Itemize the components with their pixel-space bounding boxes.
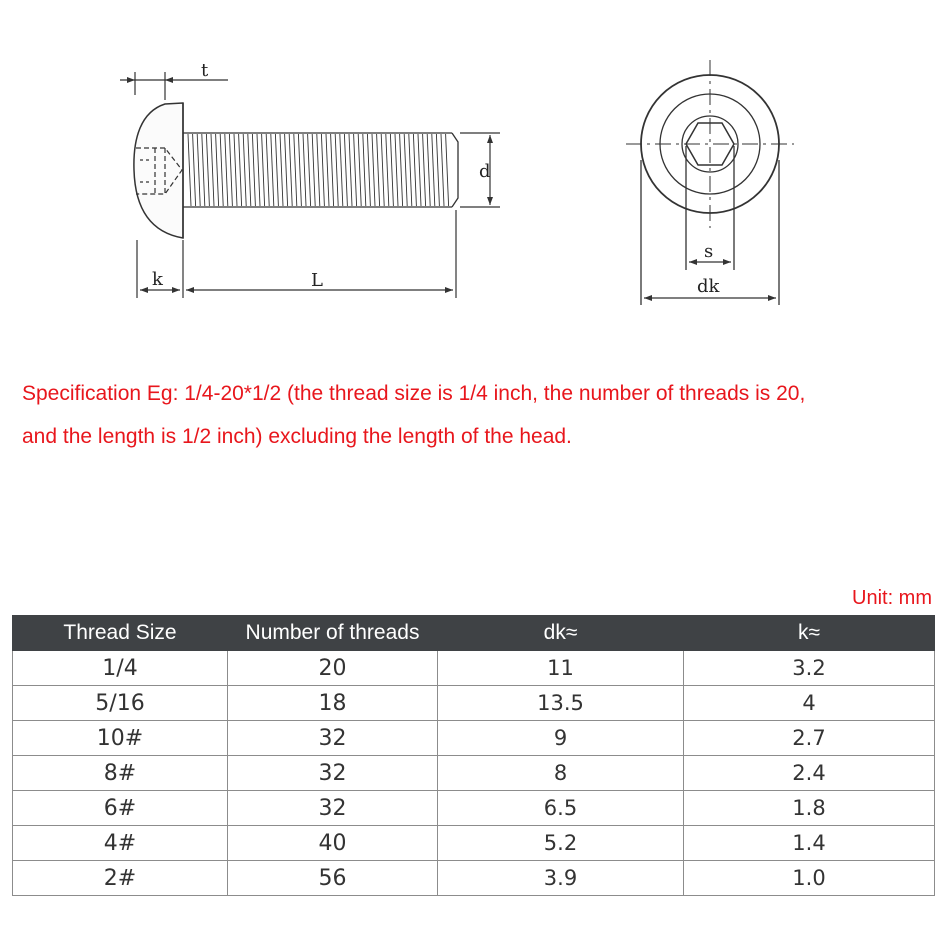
dimension-label-dk: dk: [697, 276, 720, 297]
thread-line: [446, 134, 449, 206]
thread-line: [372, 134, 375, 206]
dimension-label-s: s: [704, 241, 714, 262]
dimension-label-k: k: [152, 269, 163, 290]
thread-line: [358, 134, 361, 206]
dimension-label-t: t: [201, 60, 209, 81]
thread-line: [308, 134, 311, 206]
table-header-row: [13, 616, 935, 651]
cell-thread-size: 6#: [13, 791, 228, 826]
thread-line: [331, 134, 334, 206]
header-k: k≈: [684, 616, 935, 651]
thread-line: [409, 134, 412, 206]
thread-line: [262, 134, 265, 206]
thread-line: [340, 134, 343, 206]
table-row: [13, 651, 935, 686]
cell-k: 4: [684, 686, 935, 721]
dimension-label-d: d: [479, 161, 491, 182]
screw-dimension-drawings: [0, 0, 945, 340]
cell-thread-size: 4#: [13, 826, 228, 861]
specification-line-1: Specification Eg: 1/4-20*1/2 (the thread size is 1/4 inch, the number of threads is 20,: [22, 382, 806, 405]
thread-line: [285, 134, 288, 206]
screw-front-view: [626, 60, 794, 305]
thread-line: [432, 134, 435, 206]
thread-line: [344, 134, 347, 206]
cell-dk: 11: [438, 651, 684, 686]
thread-line: [436, 134, 439, 206]
thread-line: [298, 134, 301, 206]
cell-dk: 13.5: [438, 686, 684, 721]
thread-line: [326, 134, 329, 206]
thread-line: [404, 134, 407, 206]
thread-line: [243, 134, 246, 206]
thread-line: [418, 134, 421, 206]
cell-thread-size: 2#: [13, 861, 228, 896]
thread-line: [386, 134, 389, 206]
cell-threads: 32: [228, 756, 438, 791]
cell-threads: 32: [228, 791, 438, 826]
thread-line: [220, 134, 223, 206]
thread-line: [413, 134, 416, 206]
cell-threads: 56: [228, 861, 438, 896]
cell-threads: 32: [228, 721, 438, 756]
screw-side-view: [120, 72, 500, 298]
thread-line: [216, 134, 219, 206]
thread-line: [390, 134, 393, 206]
cell-k: 1.4: [684, 826, 935, 861]
thread-line: [349, 134, 352, 206]
cell-dk: 9: [438, 721, 684, 756]
thread-line: [266, 134, 269, 206]
thread-line: [363, 134, 366, 206]
specification-text: [22, 372, 932, 458]
cell-dk: 8: [438, 756, 684, 791]
header-dk: dk≈: [438, 616, 684, 651]
cell-thread-size: 8#: [13, 756, 228, 791]
thread-line: [317, 134, 320, 206]
thread-line: [275, 134, 278, 206]
specification-table: [12, 615, 935, 896]
table-row: [13, 721, 935, 756]
thread-line: [211, 134, 214, 206]
thread-line: [427, 134, 430, 206]
thread-line: [303, 134, 306, 206]
thread-line: [294, 134, 297, 206]
table-row: [13, 791, 935, 826]
thread-line: [381, 134, 384, 206]
thread-line: [271, 134, 274, 206]
cell-threads: 20: [228, 651, 438, 686]
thread-line: [395, 134, 398, 206]
specification-line-2: and the length is 1/2 inch) excluding the length of the head.: [22, 425, 572, 448]
thread-line: [335, 134, 338, 206]
cell-threads: 18: [228, 686, 438, 721]
thread-line: [239, 134, 242, 206]
thread-line: [225, 134, 228, 206]
cell-k: 3.2: [684, 651, 935, 686]
cell-thread-size: 10#: [13, 721, 228, 756]
header-thread-size: Thread Size: [13, 616, 228, 651]
cell-k: 1.0: [684, 861, 935, 896]
thread-line: [289, 134, 292, 206]
thread-line: [229, 134, 232, 206]
cell-threads: 40: [228, 826, 438, 861]
thread-line: [400, 134, 403, 206]
thread-line: [377, 134, 380, 206]
dimension-label-L: L: [311, 270, 323, 291]
thread-line: [248, 134, 251, 206]
thread-line: [197, 134, 200, 206]
table-row: [13, 756, 935, 791]
table-row: [13, 861, 935, 896]
cell-k: 2.4: [684, 756, 935, 791]
cell-k: 2.7: [684, 721, 935, 756]
table-row: [13, 826, 935, 861]
thread-line: [312, 134, 315, 206]
cell-dk: 6.5: [438, 791, 684, 826]
thread-line: [252, 134, 255, 206]
cell-dk: 3.9: [438, 861, 684, 896]
thread-line: [206, 134, 209, 206]
cell-thread-size: 5/16: [13, 686, 228, 721]
table-row: [13, 686, 935, 721]
thread-line: [234, 134, 237, 206]
thread-line: [423, 134, 426, 206]
thread-line: [354, 134, 357, 206]
thread-line: [257, 134, 260, 206]
cell-thread-size: 1/4: [13, 651, 228, 686]
cell-k: 1.8: [684, 791, 935, 826]
thread-line: [280, 134, 283, 206]
thread-line: [193, 134, 196, 206]
thread-line: [188, 134, 191, 206]
header-number-of-threads: Number of threads: [228, 616, 438, 651]
cell-dk: 5.2: [438, 826, 684, 861]
thread-line: [321, 134, 324, 206]
thread-line: [202, 134, 205, 206]
thread-line: [367, 134, 370, 206]
thread-line: [441, 134, 444, 206]
unit-label: Unit: mm: [852, 587, 932, 609]
